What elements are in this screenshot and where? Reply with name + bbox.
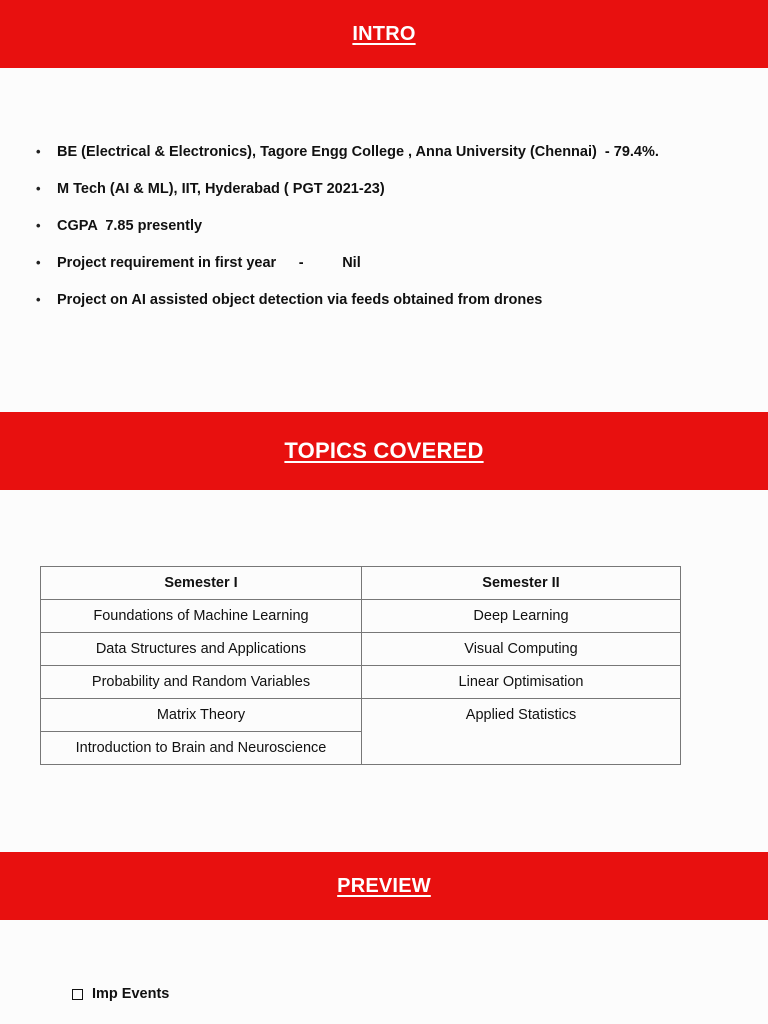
table-row [41, 633, 681, 666]
semester-2-course: Deep Learning [362, 600, 681, 633]
intro-bullet-text: CGPA 7.85 presently [57, 218, 203, 234]
preview-slide [0, 852, 768, 1024]
preview-title: PREVIEW [337, 874, 431, 897]
intro-bullet-text: BE (Electrical & Electronics), Tagore Engg College , Anna University (Chennai) - 79.4%. [57, 144, 659, 160]
table-row [41, 666, 681, 699]
semester-1-course: Probability and Random Variables [41, 666, 362, 699]
bullet-icon: • [36, 292, 41, 307]
table-row [41, 699, 681, 732]
intro-bullet-text: M Tech (AI & ML), IIT, Hyderabad ( PGT 2021-23) [57, 181, 385, 197]
topics-slide [0, 412, 768, 852]
intro-bullet-item [36, 292, 659, 329]
intro-bullet-value: Nil [342, 255, 361, 271]
table-row [41, 732, 681, 765]
intro-bullet-item [36, 181, 659, 218]
bullet-icon: • [36, 181, 41, 196]
topics-table [40, 566, 681, 765]
table-header-semester-1: Semester I [41, 567, 362, 600]
preview-banner [0, 852, 768, 920]
intro-bullet-item [36, 218, 659, 255]
intro-slide [0, 0, 768, 412]
bullet-icon: • [36, 218, 41, 233]
preview-list-item [72, 986, 169, 1002]
bullet-icon: • [36, 255, 41, 270]
semester-1-course: Introduction to Brain and Neuroscience [41, 732, 362, 765]
intro-bullet-text: Project requirement in first year [57, 255, 277, 271]
intro-banner [0, 0, 768, 68]
semester-2-course: Visual Computing [362, 633, 681, 666]
semester-1-course: Matrix Theory [41, 699, 362, 732]
semester-2-course: Linear Optimisation [362, 666, 681, 699]
intro-bullet-list [36, 144, 659, 329]
topics-banner [0, 412, 768, 490]
semester-1-course: Foundations of Machine Learning [41, 600, 362, 633]
empty-cell [362, 732, 681, 765]
bullet-icon: • [36, 144, 41, 159]
intro-bullet-item [36, 255, 659, 292]
intro-bullet-text: Project on AI assisted object detection via feeds obtained from drones [57, 292, 543, 308]
table-header-semester-2: Semester II [362, 567, 681, 600]
preview-item-label: Imp Events [92, 986, 170, 1002]
intro-bullet-separator: - [298, 255, 304, 271]
intro-title: INTRO [352, 22, 416, 45]
semester-1-course: Data Structures and Applications [41, 633, 362, 666]
table-header-row [41, 567, 681, 600]
checkbox-bullet-icon [72, 989, 83, 1000]
semester-2-course: Applied Statistics [362, 699, 681, 732]
topics-title: TOPICS COVERED [284, 438, 484, 463]
table-row [41, 600, 681, 633]
intro-bullet-item [36, 144, 659, 181]
